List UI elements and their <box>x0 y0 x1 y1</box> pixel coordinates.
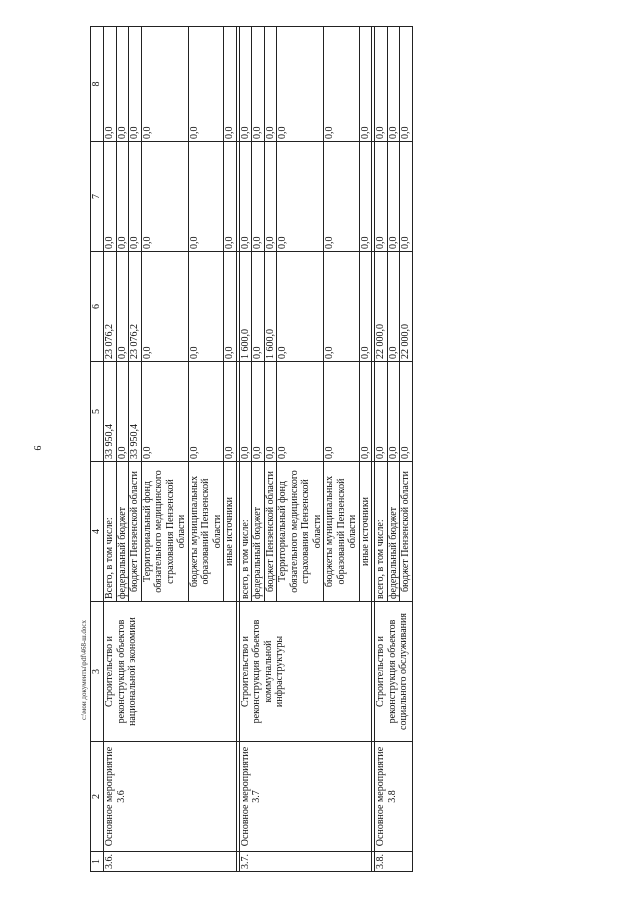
value-cell: 1 600,0 <box>264 252 277 362</box>
header-cell: 5 <box>91 362 104 462</box>
funding-source: бюджет Пензенской области <box>400 462 413 602</box>
value-cell: 0,0 <box>375 27 388 142</box>
value-cell: 22 000,0 <box>375 252 388 362</box>
value-cell: 0,0 <box>277 27 324 142</box>
funding-source: Всего, в том числе: <box>104 462 117 602</box>
value-cell: 0,0 <box>324 362 360 462</box>
event-name: Основное мероприятие 3.6 <box>104 742 237 852</box>
block-number: 3.8. <box>375 852 413 872</box>
value-cell: 0,0 <box>116 362 129 462</box>
table-row <box>104 27 117 872</box>
value-cell: 0,0 <box>324 142 360 252</box>
value-cell: 0,0 <box>387 252 400 362</box>
value-cell: 0,0 <box>387 362 400 462</box>
event-description: Строительство и реконструкция объектов коммунальной инфраструктуры <box>239 602 372 742</box>
value-cell: 0,0 <box>224 27 237 142</box>
value-cell: 0,0 <box>264 362 277 462</box>
value-cell: 0,0 <box>224 252 237 362</box>
header-cell: 6 <box>91 252 104 362</box>
rotated-table-container <box>90 27 610 872</box>
funding-source: бюджеты муниципальных образований Пензенской области <box>324 462 360 602</box>
block-number: 3.7. <box>239 852 372 872</box>
value-cell: 0,0 <box>375 142 388 252</box>
value-cell: 0,0 <box>387 142 400 252</box>
value-cell: 23 076,2 <box>104 252 117 362</box>
table-row <box>239 27 252 872</box>
value-cell: 0,0 <box>264 27 277 142</box>
value-cell: 0,0 <box>264 142 277 252</box>
value-cell: 0,0 <box>129 142 142 252</box>
value-cell: 0,0 <box>224 142 237 252</box>
value-cell: 0,0 <box>277 362 324 462</box>
block-number: 3.6. <box>104 852 237 872</box>
value-cell: 22 000,0 <box>400 252 413 362</box>
event-description: Строительство и реконструкция объектов национальной экономики <box>104 602 237 742</box>
funding-table <box>90 26 413 872</box>
value-cell: 0,0 <box>141 362 188 462</box>
value-cell: 0,0 <box>277 252 324 362</box>
value-cell: 0,0 <box>188 252 224 362</box>
value-cell: 0,0 <box>359 252 372 362</box>
value-cell: 33 950,4 <box>129 362 142 462</box>
value-cell: 0,0 <box>400 362 413 462</box>
value-cell: 0,0 <box>104 27 117 142</box>
value-cell: 0,0 <box>359 362 372 462</box>
value-cell: 1 600,0 <box>239 252 252 362</box>
value-cell: 0,0 <box>188 27 224 142</box>
value-cell: 0,0 <box>239 142 252 252</box>
page-number: 9 <box>31 445 42 451</box>
value-cell: 0,0 <box>252 142 265 252</box>
value-cell: 0,0 <box>224 362 237 462</box>
value-cell: 0,0 <box>375 362 388 462</box>
footer-file-path: c:\мои документы\pdf\468-ш.docx <box>80 619 88 720</box>
funding-source: Территориальный фонд обязательного медицинского страхования Пензенской области <box>277 462 324 602</box>
event-name: Основное мероприятие 3.7 <box>239 742 372 852</box>
funding-source: иные источники <box>224 462 237 602</box>
table-row <box>375 27 388 872</box>
value-cell: 0,0 <box>400 142 413 252</box>
value-cell: 0,0 <box>324 252 360 362</box>
funding-source: всего, в том числе: <box>239 462 252 602</box>
value-cell: 0,0 <box>277 142 324 252</box>
value-cell: 0,0 <box>141 142 188 252</box>
header-cell: 2 <box>91 742 104 852</box>
value-cell: 0,0 <box>324 27 360 142</box>
value-cell: 33 950,4 <box>104 362 117 462</box>
funding-source: всего, в том числе: <box>375 462 388 602</box>
value-cell: 0,0 <box>116 27 129 142</box>
funding-source: Территориальный фонд обязательного медицинского страхования Пензенской области <box>141 462 188 602</box>
funding-source: бюджет Пензенской области <box>264 462 277 602</box>
header-cell: 3 <box>91 602 104 742</box>
funding-source: бюджет Пензенской области <box>129 462 142 602</box>
value-cell: 0,0 <box>188 362 224 462</box>
funding-source: федеральный бюджет <box>387 462 400 602</box>
value-cell: 0,0 <box>359 142 372 252</box>
header-cell: 1 <box>91 852 104 872</box>
value-cell: 0,0 <box>252 27 265 142</box>
header-cell: 7 <box>91 142 104 252</box>
header-row <box>91 27 104 872</box>
funding-source: федеральный бюджет <box>116 462 129 602</box>
value-cell: 0,0 <box>400 27 413 142</box>
value-cell: 0,0 <box>252 252 265 362</box>
value-cell: 0,0 <box>359 27 372 142</box>
value-cell: 0,0 <box>387 27 400 142</box>
value-cell: 0,0 <box>239 362 252 462</box>
event-description: Строительство и реконструкция объектов социального обслуживания <box>375 602 413 742</box>
funding-source: бюджеты муниципальных образований Пензенской области <box>188 462 224 602</box>
value-cell: 0,0 <box>252 362 265 462</box>
value-cell: 0,0 <box>104 142 117 252</box>
header-cell: 8 <box>91 27 104 142</box>
value-cell: 0,0 <box>116 142 129 252</box>
value-cell: 0,0 <box>129 27 142 142</box>
funding-source: федеральный бюджет <box>252 462 265 602</box>
value-cell: 0,0 <box>239 27 252 142</box>
value-cell: 0,0 <box>141 252 188 362</box>
funding-source: иные источники <box>359 462 372 602</box>
value-cell: 23 076,2 <box>129 252 142 362</box>
event-name: Основное мероприятие 3.8 <box>375 742 413 852</box>
value-cell: 0,0 <box>116 252 129 362</box>
header-cell: 4 <box>91 462 104 602</box>
value-cell: 0,0 <box>188 142 224 252</box>
value-cell: 0,0 <box>141 27 188 142</box>
